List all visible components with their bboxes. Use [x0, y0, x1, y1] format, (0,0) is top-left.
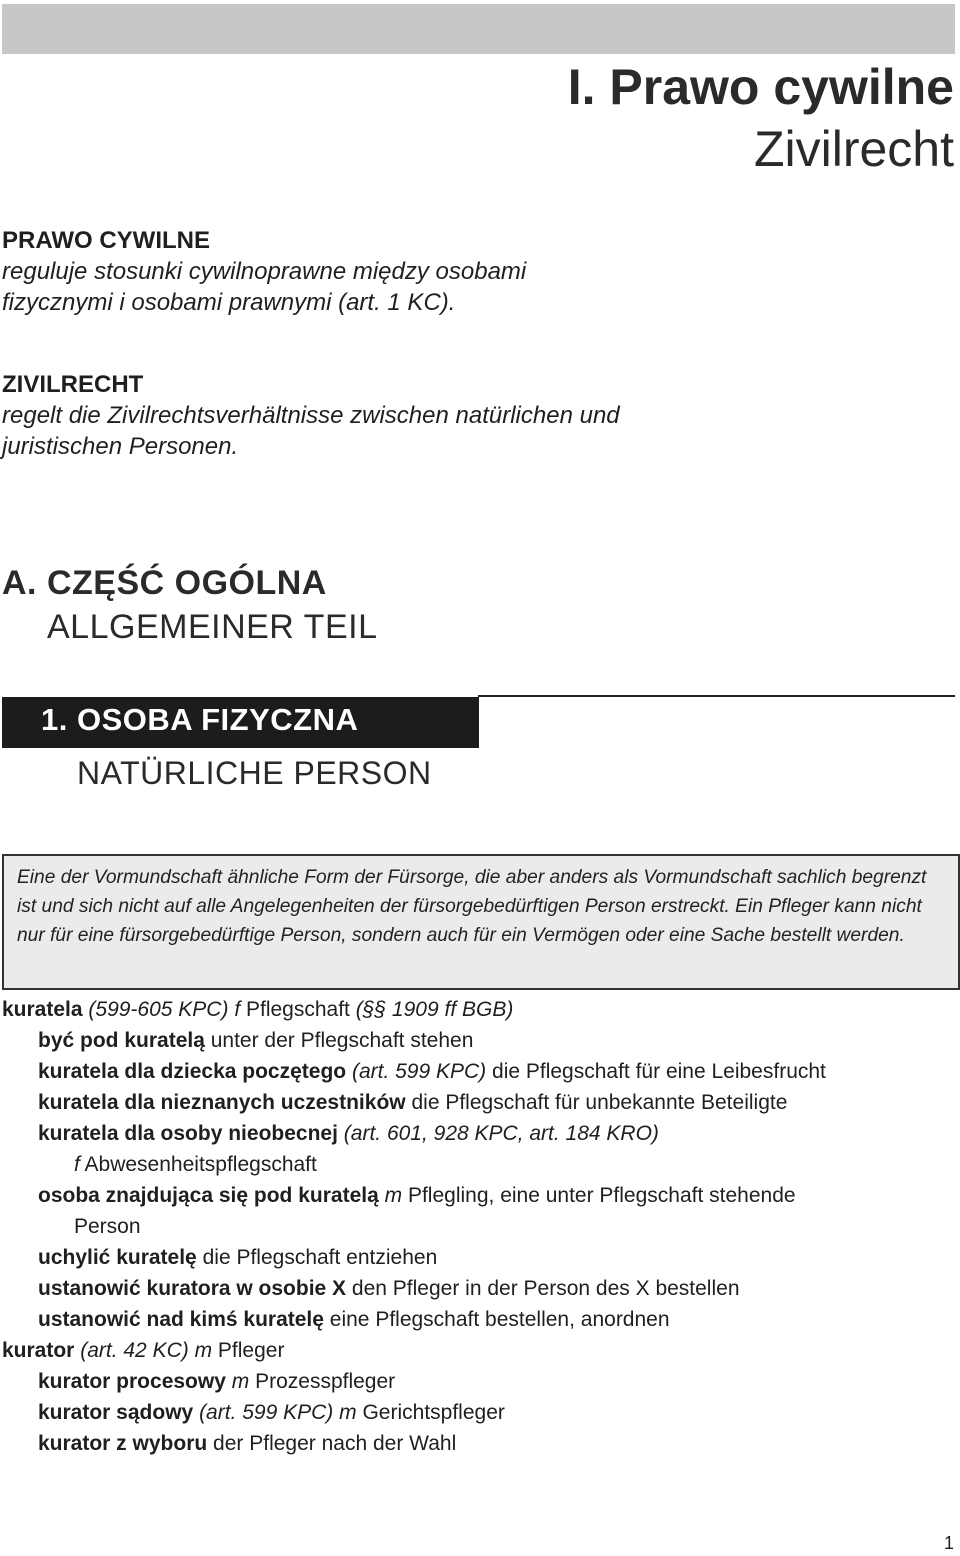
- entry-translation: Abwesenheitspflegschaft: [84, 1153, 317, 1176]
- section-title: A. CZĘŚĆ OGÓLNA: [2, 564, 327, 602]
- glossary-entry: [0, 994, 955, 1025]
- subsection-title: 1. OSOBA FIZYCZNA: [41, 702, 359, 737]
- entry-gender: f: [234, 998, 241, 1021]
- entry-reference: (599-605 KPC): [88, 998, 229, 1021]
- entry-reference: (art. 42 KC): [80, 1339, 189, 1362]
- entry-term: osoba znajdująca się pod kuratelą: [38, 1184, 379, 1207]
- glossary-entry: [0, 1180, 955, 1211]
- glossary-entry: [0, 1397, 955, 1428]
- section-subtitle: ALLGEMEINER TEIL: [47, 608, 378, 646]
- entry-translation: unter der Pflegschaft stehen: [210, 1029, 474, 1052]
- entry-translation: die Pflegschaft entziehen: [202, 1246, 438, 1269]
- entry-term: uchylić kuratelę: [38, 1246, 197, 1269]
- glossary-entry: [0, 1149, 955, 1180]
- entry-term: kurator: [2, 1339, 75, 1362]
- entry-translation: Gerichtspfleger: [362, 1401, 505, 1424]
- glossary-entry: [0, 1335, 955, 1366]
- entry-term: kurator sądowy: [38, 1401, 194, 1424]
- entry-gender: m: [339, 1401, 357, 1424]
- entry-gender: m: [231, 1370, 250, 1393]
- glossary-entries: [0, 994, 955, 1459]
- glossary-entry: [0, 1211, 955, 1242]
- entry-translation: Prozesspfleger: [255, 1370, 396, 1393]
- entry-translation: die Pflegschaft für unbekannte Beteiligte: [411, 1091, 788, 1114]
- glossary-entry: [0, 1025, 955, 1056]
- glossary-entry: [0, 1273, 955, 1304]
- entry-term: ustanowić nad kimś kuratelę: [38, 1308, 324, 1331]
- entry-term: być pod kuratelą: [38, 1029, 205, 1052]
- entry-gender: m: [384, 1184, 403, 1207]
- definition-text: Eine der Vormundschaft ähnliche Form der Fürsorge, die aber anders als Vormundschaft sachlich begrenzt ist und sich nicht auf alle Angelegenheiten der fürsorgebedürftigen Person erstreckt. Ein Pfleger kann nicht nur für eine fürsorgebedürftige Person, sondern auch für ein Vermögen oder eine Sache bestellt werden.: [17, 867, 927, 946]
- entry-term: kurator z wyboru: [38, 1432, 208, 1455]
- glossary-entry: [0, 1428, 955, 1459]
- entry-reference: (art. 599 KPC): [199, 1401, 334, 1424]
- entry-reference: (§§ 1909 ff BGB): [355, 998, 514, 1021]
- entry-translation: eine Pflegschaft bestellen, anordnen: [329, 1308, 670, 1331]
- section-rule: [478, 695, 955, 697]
- entry-gender: f: [74, 1153, 80, 1176]
- entry-translation: Pfleger: [217, 1339, 285, 1362]
- entry-reference: (art. 601, 928 KPC, art. 184 KRO): [343, 1122, 659, 1145]
- subsection-subtitle: NATÜRLICHE PERSON: [77, 755, 432, 791]
- entry-translation: Pflegschaft: [246, 998, 350, 1021]
- entry-term: kuratela dla osoby nieobecnej: [38, 1122, 338, 1145]
- definition-box: [2, 854, 960, 990]
- entry-gender: m: [194, 1339, 213, 1362]
- entry-translation: den Pfleger in der Person des X bestellen: [351, 1277, 740, 1300]
- entry-term: kurator procesowy: [38, 1370, 226, 1393]
- chapter-title: I. Prawo cywilne: [567, 59, 954, 115]
- glossary-entry: [0, 1056, 955, 1087]
- entry-term: ustanowić kuratora w osobie X: [38, 1277, 347, 1300]
- entry-term: kuratela dla dziecka poczętego: [38, 1060, 347, 1083]
- intro-heading: PRAWO CYWILNE: [2, 227, 210, 254]
- header-band: [2, 4, 955, 54]
- glossary-entry: [0, 1304, 955, 1335]
- entry-translation: Pflegling, eine unter Pflegschaft stehende: [407, 1184, 796, 1207]
- glossary-entry: [0, 1118, 955, 1149]
- entry-reference: (art. 599 KPC): [351, 1060, 487, 1083]
- intro-german: [2, 369, 642, 462]
- entry-translation: Person: [74, 1215, 141, 1238]
- entry-term: kuratela dla nieznanych uczestników: [38, 1091, 406, 1114]
- page-number: 1: [943, 1533, 954, 1553]
- glossary-entry: [0, 1242, 955, 1273]
- chapter-subtitle: Zivilrecht: [753, 121, 954, 177]
- intro-polish: [2, 225, 642, 318]
- intro-text: reguluje stosunki cywilnoprawne między osobami fizycznymi i osobami prawnymi (art. 1 KC).: [2, 258, 527, 316]
- intro-heading: ZIVILRECHT: [2, 371, 144, 398]
- glossary-entry: [0, 1366, 955, 1397]
- entry-translation: die Pflegschaft für eine Leibesfrucht: [492, 1060, 826, 1083]
- glossary-entry: [0, 1087, 955, 1118]
- entry-translation: der Pfleger nach der Wahl: [213, 1432, 457, 1455]
- entry-term: kuratela: [2, 998, 83, 1021]
- intro-text: regelt die Zivilrechtsverhältnisse zwischen natürlichen und juristischen Personen.: [2, 402, 620, 460]
